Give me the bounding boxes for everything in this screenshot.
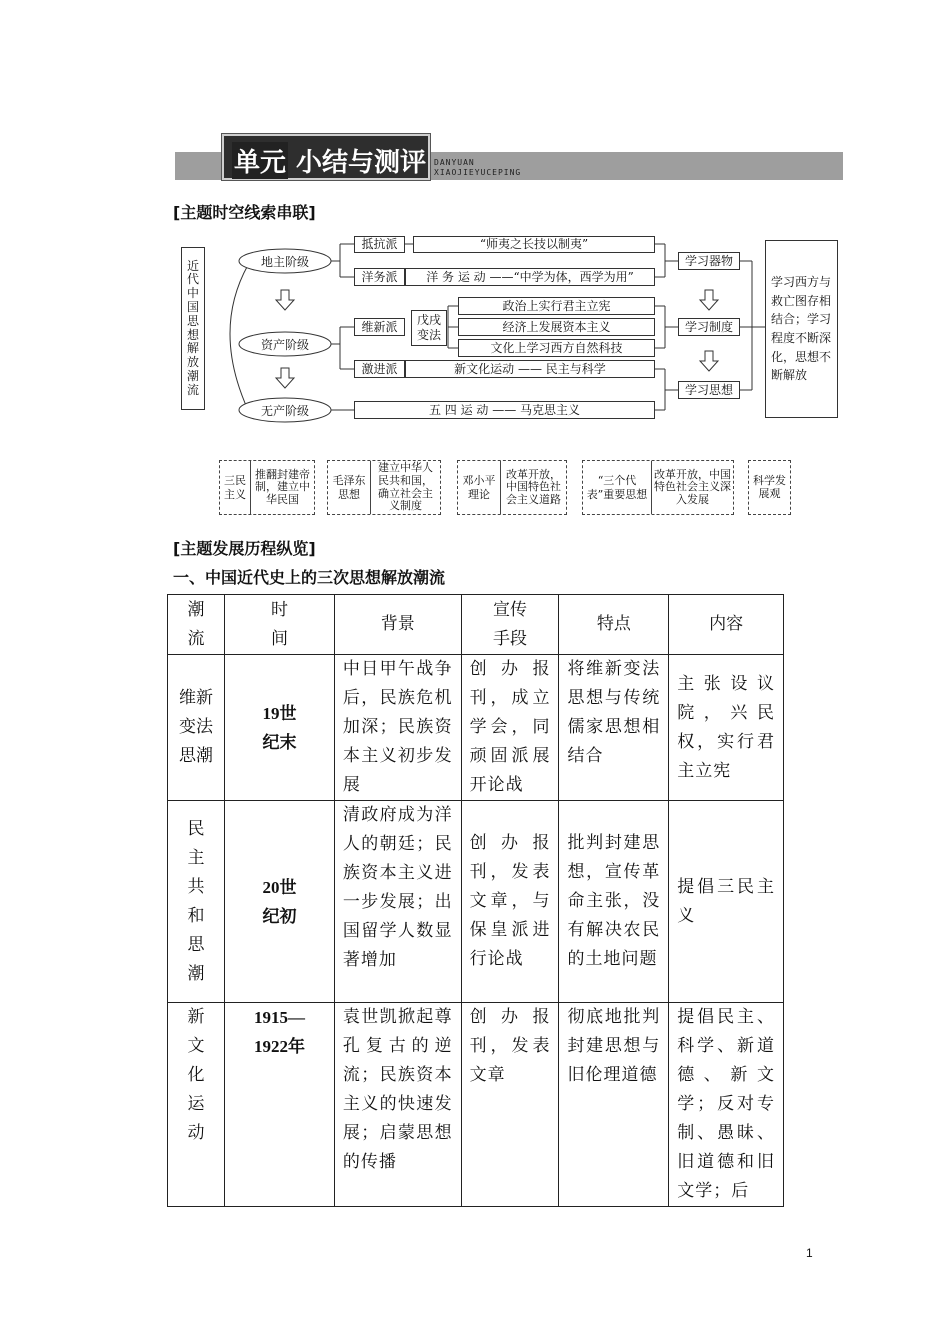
table-cell: 1915—1922年 — [224, 1003, 334, 1207]
item-yangwu: 洋 务 运 动 ——“中学为体，西学为用” — [405, 268, 655, 286]
stage-thought: 学习思想 — [678, 381, 740, 399]
table-cell: 批判封建思想，宣传革命主张，没有解决农民的土地问题 — [559, 801, 669, 1003]
bottom-box-mao — [327, 460, 441, 515]
diagram-conclusion: 学习西方与救亡图存相结合；学习程度不断深化，思想不断解放 — [765, 240, 838, 418]
stage-objects: 学习器物 — [678, 252, 740, 270]
header-cell: 宣传手段 — [461, 595, 559, 655]
wuxu-reform: 戊戌变法 — [411, 310, 447, 346]
concept-diagram — [0, 0, 950, 530]
subheading: 一、中国近代史上的三次思想解放潮流 — [173, 568, 446, 587]
bottom-label: “三个代表”重要思想 — [583, 461, 652, 514]
item-shiyi: “师夷之长技以制夷” — [413, 236, 655, 253]
bottom-text: 推翻封建帝制，建立中华民国 — [255, 467, 310, 506]
section1-heading: [主题时空线索串联] — [173, 203, 316, 222]
bottom-label: 邓小平理论 — [458, 461, 501, 514]
bottom-label: 毛泽东思想 — [328, 461, 371, 514]
header-cell: 背景 — [334, 595, 461, 655]
table-row — [168, 1003, 784, 1207]
table-cell: 民主共和思潮 — [168, 801, 225, 1003]
bottom-text: 改革开放，中国特色社会主义道路 — [506, 467, 561, 506]
table-cell: 维新变法思潮 — [168, 655, 225, 801]
class-proletariat: 无产阶级 — [260, 404, 309, 418]
item-new-culture: 新文化运动 —— 民主与科学 — [405, 360, 655, 378]
table-cell: 清政府成为洋人的朝廷；民族资本主义进一步发展；出国留学人数显著增加 — [334, 801, 461, 1003]
table-row — [168, 655, 784, 801]
header-cell: 时间 — [224, 595, 334, 655]
bottom-box-deng — [457, 460, 567, 515]
bottom-text: 建立中华人民共和国，确立社会主义制度 — [378, 461, 433, 513]
banner-pinyin-2: XIAOJIEYUCEPING — [434, 168, 522, 177]
table-cell: 彻底地批判封建思想与旧伦理道德 — [559, 1003, 669, 1207]
table-cell: 提倡三民主义 — [669, 801, 784, 1003]
table-header-row — [168, 595, 784, 655]
table-cell: 中日甲午战争后，民族危机加深；民族资本主义初步发展 — [334, 655, 461, 801]
faction-reform: 维新派 — [354, 318, 405, 336]
item-culture: 文化上学习西方自然科技 — [458, 339, 655, 357]
stage-institutions: 学习制度 — [678, 318, 740, 336]
bottom-box-three-represents — [582, 460, 734, 515]
item-economy: 经济上发展资本主义 — [458, 318, 655, 336]
header-cell: 潮流 — [168, 595, 225, 655]
table-cell: 新文化运动 — [168, 1003, 225, 1207]
banner-title-part2: 小结与测评 — [296, 148, 427, 178]
class-landlord: 地主阶级 — [260, 255, 309, 269]
banner-pinyin-1: DANYUAN — [434, 158, 475, 167]
bottom-box-sanmin — [219, 460, 315, 515]
bottom-label: 科学发展观 — [753, 473, 786, 500]
table-cell: 创办报刊，发表文章 — [461, 1003, 559, 1207]
table-cell: 将维新变法思想与传统儒家思想相结合 — [559, 655, 669, 801]
class-bourgeoisie: 资产阶级 — [260, 338, 309, 352]
table-cell: 主张设议院，兴民权，实行君主立宪 — [669, 655, 784, 801]
section2-heading: [主题发展历程纵览] — [173, 539, 316, 558]
table-cell: 创办报刊，发表文章，与保皇派进行论战 — [461, 801, 559, 1003]
faction-westernization: 洋务派 — [354, 268, 405, 286]
header-cell: 特点 — [559, 595, 669, 655]
table-cell: 创办报刊，成立学会，同顽固派展开论战 — [461, 655, 559, 801]
table-cell: 提倡民主、科学、新道德、新文学；反对专制、愚昧、旧道德和旧文学；后 — [669, 1003, 784, 1207]
item-may-fourth: 五 四 运 动 —— 马克思主义 — [354, 401, 655, 419]
table-cell: 19世纪末 — [224, 655, 334, 801]
item-politics: 政治上实行君主立宪 — [458, 297, 655, 315]
bottom-label: 三民主义 — [220, 461, 251, 514]
page-number: 1 — [806, 1246, 813, 1260]
data-table — [167, 594, 784, 1207]
faction-radical: 激进派 — [354, 360, 405, 378]
table-cell: 20世纪初 — [224, 801, 334, 1003]
table-cell: 袁世凯掀起尊孔复古的逆流；民族资本主义的快速发展；启蒙思想的传播 — [334, 1003, 461, 1207]
faction-resistance: 抵抗派 — [354, 236, 405, 253]
header-cell: 内容 — [669, 595, 784, 655]
banner-title-part1: 单元 — [232, 142, 288, 179]
diagram-left-title: 近代中国思想解放潮流 — [181, 247, 205, 410]
bottom-text: 改革开放，中国特色社会主义深入发展 — [654, 467, 731, 506]
bottom-box-scientific — [748, 460, 791, 515]
table-row — [168, 801, 784, 1003]
